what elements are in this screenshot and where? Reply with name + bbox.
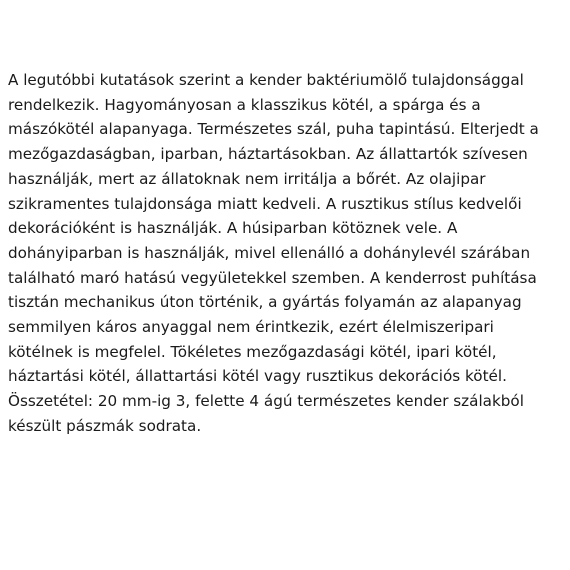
text-line: háztartási kötél, állattartási kötél vagy rusztikus dekorációs kötél. [8,367,507,386]
text-line: kötélnek is megfelel. Tökéletes mezőgazdasági kötél, ipari kötél, [8,342,497,361]
text-line: található maró hatású vegyületekkel szemben. A kenderrost puhítása [8,268,537,287]
description-paragraph [8,68,566,389]
text-line: rendelkezik. Hagyományosan a klasszikus kötél, a spárga és a [8,95,481,114]
text-line: mászókötél alapanyaga. Természetes szál, puha tapintású. Elterjedt a [8,120,539,139]
text-line: dekorációként is használják. A húsiparban kötöznek vele. A [8,219,458,238]
text-line: tisztán mechanikus úton történik, a gyártás folyamán az alapanyag [8,293,522,312]
text-line: A legutóbbi kutatások szerint a kender baktériumölő tulajdonsággal [8,71,524,89]
text-line: használják, mert az állatoknak nem irritálja a bőrét. Az olajipar [8,169,486,188]
text-line: Összetétel: 20 mm-ig 3, felette 4 ágú természetes kender szálakból [8,392,524,411]
text-line: dohányiparban is használják, mivel ellenálló a dohánylevél szárában [8,243,531,262]
product-description [8,68,566,439]
text-line: mezőgazdaságban, iparban, háztartásokban. Az állattartók szívesen [8,145,528,164]
text-line: semmilyen káros anyaggal nem érintkezik, ezért élelmiszeripari [8,318,494,337]
composition-paragraph [8,389,566,438]
text-line: szikramentes tulajdonsága miatt kedveli. A rusztikus stílus kedvelői [8,194,522,213]
text-line: készült pászmák sodrata. [8,416,202,435]
